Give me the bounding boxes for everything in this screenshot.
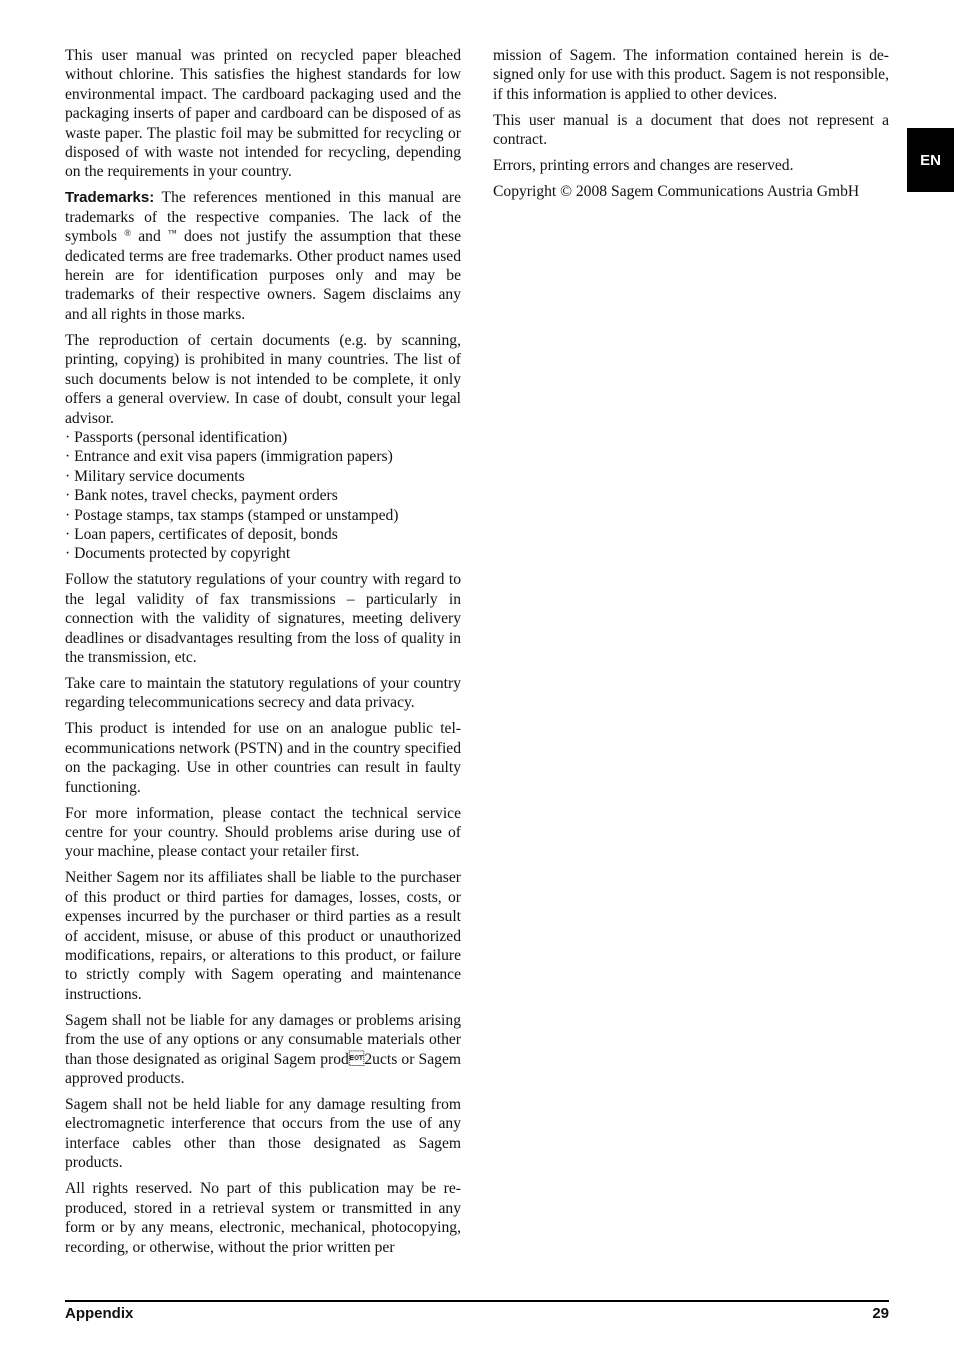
trademarks-term: Trademarks: (65, 189, 155, 207)
reproduction-paragraph: The reproduction of certain documents (e.g. by scanning, printing, copying) is prohibited in many countries. The list of such documents below is not intended to be complete, it only offers a general overview. In case of doubt, consult your legal advisor. (65, 331, 461, 427)
language-tab-label: EN (920, 151, 941, 169)
liability-paragraph: Neither Sagem nor its affiliates shall be liable to the purchaser of this product or third parties for damages, losses, costs, or expenses incurred by the purchaser or third parties as a result of accident, misuse, or abuse of this product or unauthorized modifications, repairs, or alterations to this product, or failure to strictly comply with Sagem operating and maintenance instructions. (65, 869, 461, 1003)
list-item: · Entrance and exit visa papers (immigration papers) (65, 447, 461, 466)
footer-section-label: Appendix (65, 1305, 134, 1322)
service-paragraph: For more information, please contact the technical service centre for your country. Should problems arise during use of your machine, please contact your retailer first. (65, 804, 461, 861)
errors-paragraph: Errors, printing errors and changes are reserved. (493, 157, 794, 175)
privacy-paragraph: Take care to maintain the statutory regulations of your country regarding telecommunications secrecy and data privacy. (65, 674, 461, 712)
prohibited-documents-list (65, 428, 461, 564)
list-item: · Passports (personal identification) (65, 428, 461, 447)
trademarks-text-c: does not justify the assumption that these dedicated terms are free trademarks. Other product names used herein are for identification purposes only and may be trademarks of their respective owners. Sagem disclaims any and all rights in those marks. (65, 228, 461, 323)
copyright-paragraph: Copyright © 2008 Sagem Communications Austria GmbH (493, 183, 860, 201)
page-number: 29 (872, 1305, 889, 1322)
language-tab (907, 128, 954, 192)
fax-validity-paragraph: Follow the statutory regulations of your country with regard to the legal validity of fax transmissions – particularly in connection with the validity of signatures, meeting delivery deadlines or disadvantages resulting from the loss of quality in the transmission, etc. (65, 571, 461, 666)
pstn-paragraph: This product is intended for use on an analogue public telecommunications network (PSTN) and in the country specified on the packaging. Use in other countries can result in faulty functioning. (65, 720, 461, 796)
rights-continuation-paragraph: mission of Sagem. The information contained herein is designed only for use with this product. Sagem is not responsible, if this information is applied to other devices. (493, 47, 889, 103)
footer-divider (65, 1300, 889, 1302)
emi-paragraph: Sagem shall not be held liable for any damage resulting from electromagnetic interference that occurs from the use of any interface cables other than those designated as Sagem products. (65, 1096, 461, 1172)
recycling-paragraph: This user manual was printed on recycled paper bleached without chlorine. This satisfies the highest standards for low environmental impact. The cardboard packaging used and the packaging inserts of paper and cardboard can be disposed of as waste paper. The plastic foil may be submitted for recycling or disposed of with waste not intended for recycling, depending on the requirements in your country. (65, 47, 461, 181)
contract-paragraph: This user manual is a document that does not represent a contract. (493, 111, 889, 149)
left-text-column (65, 46, 461, 1264)
list-item: · Postage stamps, tax stamps (stamped or unstamped) (65, 506, 461, 525)
trademarks-text-a: The references mentioned in this manual are trademarks of the respective companies. The lack of the symbols (65, 189, 461, 246)
list-item: · Bank notes, travel checks, payment orders (65, 486, 461, 505)
consumables-paragraph: Sagem shall not be liable for any damages or problems arising from the use of any options or any consumable materials other than those designated as original Sagem prod2ucts or Sagem approved products. (65, 1011, 461, 1088)
list-item: · Military service documents (65, 467, 461, 486)
trademarks-paragraph (65, 188, 461, 324)
right-text-column (493, 46, 889, 208)
list-item: · Loan papers, certificates of deposit, bonds (65, 525, 461, 544)
trademark-symbol: ™ (167, 228, 177, 239)
registered-symbol: ® (124, 228, 132, 239)
list-item: · Documents protected by copyright (65, 544, 461, 563)
rights-paragraph: All rights reserved. No part of this publication may be reproduced, stored in a retrieval system or transmitted in any form or by any means, electronic, mechanical, photocopying, recording, or otherwise, without the prior written per (65, 1180, 461, 1256)
trademarks-text-b: and (131, 228, 168, 246)
